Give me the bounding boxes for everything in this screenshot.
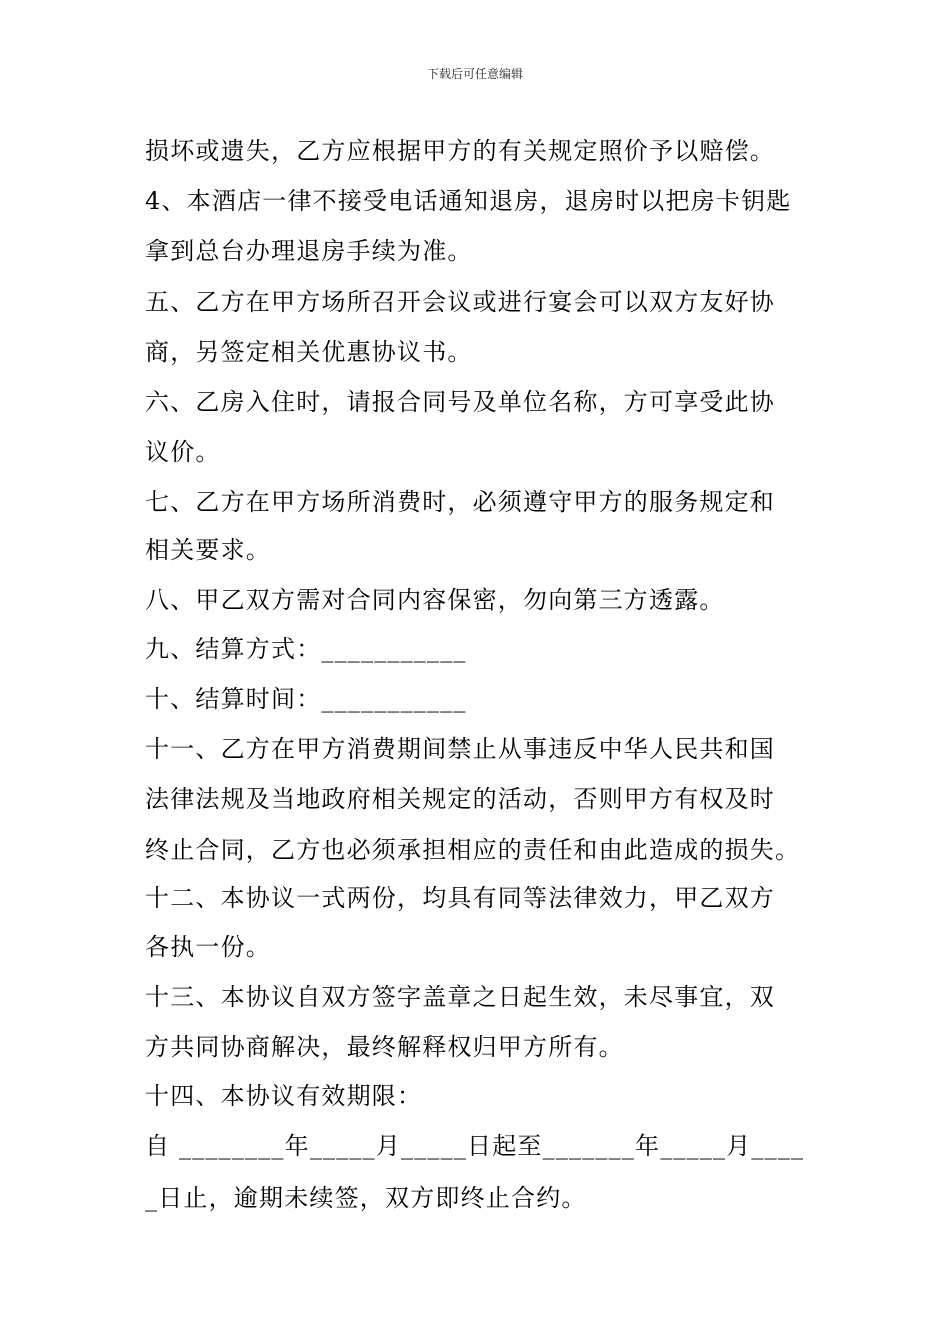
text-line: 拿到总台办理退房手续为准。 bbox=[145, 237, 473, 265]
text-line: 商，另签定相关优惠协议书。 bbox=[145, 338, 473, 366]
text-line: 十二、本协议一式两份，均具有同等法律效力，甲乙双方 bbox=[145, 884, 775, 912]
text-line: 相关要求。 bbox=[145, 536, 271, 564]
text-line: 十一、乙方在甲方消费期间禁止从事违反中华人民共和国 bbox=[145, 735, 775, 763]
text-line: 损坏或遗失，乙方应根据甲方的有关规定照价予以赔偿。 bbox=[145, 137, 775, 165]
text-line: _日止，逾期未续签，双方即终止合约。 bbox=[145, 1184, 587, 1212]
text-line: 终止合同，乙方也必须承担相应的责任和由此造成的损失。 bbox=[145, 836, 801, 864]
text-line: 议价。 bbox=[145, 438, 221, 466]
text-line: 法律法规及当地政府相关规定的活动，否则甲方有权及时 bbox=[145, 785, 775, 813]
text-line: 九、结算方式：___________ bbox=[145, 635, 467, 663]
text-line: 十三、本协议自双方签字盖章之日起生效，未尽事宜，双 bbox=[145, 983, 775, 1011]
text-line: 十、结算时间：___________ bbox=[145, 685, 467, 713]
text-line: 自 ________年_____月_____日起至_______年_____月____ bbox=[145, 1132, 805, 1160]
text-line: 各执一份。 bbox=[145, 933, 271, 961]
text-line: 4、本酒店一律不接受电话通知退房，退房时以把房卡钥匙 bbox=[145, 187, 792, 215]
page-header: 下载后可任意编辑 bbox=[426, 67, 523, 81]
text-line: 八、甲乙双方需对合同内容保密，勿向第三方透露。 bbox=[145, 586, 725, 614]
text-line: 五、乙方在甲方场所召开会议或进行宴会可以双方友好协 bbox=[145, 288, 775, 316]
text-line: 六、乙房入住时，请报合同号及单位名称，方可享受此协 bbox=[145, 388, 775, 416]
text-line: 十四、本协议有效期限： bbox=[145, 1082, 423, 1110]
text-line: 方共同协商解决，最终解释权归甲方所有。 bbox=[145, 1033, 624, 1061]
text-line: 七、乙方在甲方场所消费时，必须遵守甲方的服务规定和 bbox=[145, 488, 775, 516]
